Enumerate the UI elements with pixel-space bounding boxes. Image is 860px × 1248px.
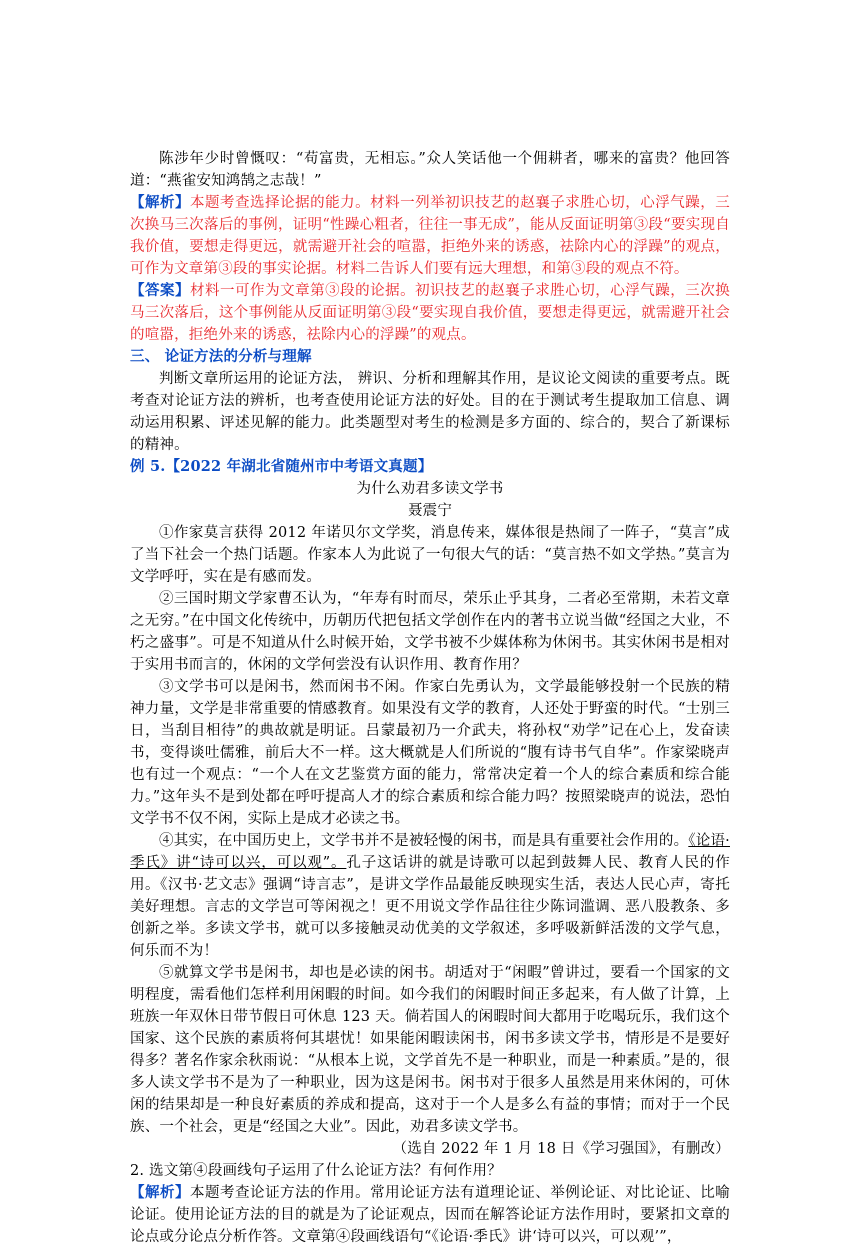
section-intro: 判断文章所运用的论证方法， 辨识、分析和理解其作用，是议论文阅读的重要考点。既考查对论证方法的辨析，也考查使用论证方法的好处。目的在于测试考生提取加工信息、调动运用积累、评述见解的能力。此类题型对考生的检测是多方面的、综合的，契合了新课标的精神。 <box>130 371 730 453</box>
article-paragraph-3: ③文学书可以是闲书，然而闲书不闲。作家白先勇认为，文学最能够投射一个民族的精神力量，文学是非常重要的情感教育。如果没有文学的教育，人还处于野蛮的时代。“士别三日，当刮目相待”的典故就是明证。吕蒙最初乃一介武夫，将孙权“劝学”记在心上，发奋读书，变得谈吐儒雅，前后大不一样。这大概就是人们所说的“腹有诗书气自华”。作家梁晓声也有过一个观点：“一个人在文艺鉴赏方面的能力，常常决定着一个人的综合素质和综合能力。”这年头不是到处都在呼吁提高人才的综合素质和综合能力吗？按照梁晓声的说法，恐怕文学书不仅不闲，实际上是成才必读之书。 <box>130 679 730 827</box>
article-paragraph-5: ⑤就算文学书是闲书，却也是必读的闲书。胡适对于“闲暇”曾讲过，要看一个国家的文明程度，需看他们怎样利用闲暇的时间。如今我们的闲暇时间正多起来，有人做了计算，上班族一年双休日带节假日可休息 123 天。倘若国人的闲暇时间大都用于吃喝玩乐，我们这个国家、这个民族的素质将何其堪忧！如果能闲暇读闲书，闲书多读文学书，情形是不是要好得多？著名作家余秋雨说：“从根本上说，文学首先不是一种职业，而是一种素质。”是的，很多人读文学书不是为了一种职业，因为这是闲书。闲书对于很多人虽然是用来休闲的，可休闲的结果却是一种良好素质的养成和提高，这对于一个人是多么有益的事情；而对于一个民族、一个社会，更是“经国之大业”。因此，劝君多读文学书。 <box>130 965 730 1135</box>
document-page <box>130 148 730 1248</box>
paragraph-4-lead: ④其实，在中国历史上，文学书并不是被轻慢的闲书，而是具有重要社会作用的。 <box>159 833 689 849</box>
underlined-sentence: 《论语·季氏》讲“诗可以兴，可以观”。 <box>130 833 730 871</box>
analysis-text-2: 本题考查论证方法的作用。常用论证方法有道理论证、举例论证、对比论证、比喻论证。使用论证方法的目的就是为了论证观点，因而在解答论证方法作用时，要紧扣文章的论点或分论点分析作答。文章第④段画线语句“《论语·季氏》讲‘诗可以兴，可以观’”， <box>130 1185 730 1245</box>
article-title: 为什么劝君多读文学书 <box>356 481 504 497</box>
source-note: （选自 2022 年 1 月 18 日《学习强国》，有删改） <box>392 1141 730 1157</box>
article-paragraph-4 <box>130 830 730 962</box>
analysis-block-2 <box>130 1182 730 1248</box>
answer-block-1 <box>130 280 730 346</box>
example-heading: 例 5.【2022 年湖北省随州市中考语文真题】 <box>130 458 433 475</box>
answer-tag: 【答案】 <box>130 282 191 299</box>
paragraph-4-rest: 孔子这话讲的就是诗歌可以起到鼓舞人民、教育人民的作用。《汉书·艺文志》强调“诗言志”，是讲文学作品最能反映现实生活，表达人民心声，寄托美好理想。言志的文学岂可等闲视之！更不用说文学作品往往少陈词滥调、恶八股教条、多创新之举。多读文学书，就可以多接触灵动优美的文学叙述，多呼吸新鲜活泼的文学气息，何乐而不为！ <box>130 855 730 959</box>
analysis-text: 本题考查选择论据的能力。材料一列举初识技艺的赵襄子求胜心切，心浮气躁，三次换马三次落后的事例，证明“性躁心粗者，往往一事无成”，能从反面证明第③段“要实现自我价值，要想走得更远，就需避开社会的喧嚣，拒绝外来的诱惑，祛除内心的浮躁”的观点，可作为文章第③段的事实论据。材料二告诉人们要有远大理想，和第③段的观点不符。 <box>130 195 730 277</box>
answer-text: 材料一可作为文章第③段的论据。初识技艺的赵襄子求胜心切，心浮气躁，三次换马三次落后，这个事例能从反面证明第③段“要实现自我价值，要想走得更远，就需避开社会的喧嚣，拒绝外来的诱惑，祛除内心的浮躁”的观点。 <box>130 283 730 343</box>
question-2: 2. 选文第④段画线句子运用了什么论证方法？有何作用？ <box>130 1163 502 1179</box>
analysis-tag-2: 【解析】 <box>130 1184 191 1201</box>
analysis-tag: 【解析】 <box>130 194 191 211</box>
paragraph-chenshe: 陈涉年少时曾慨叹：“苟富贵，无相忘。”众人笑话他一个佣耕者，哪来的富贵？他回答道：“燕雀安知鸿鹄之志哉！” <box>130 151 730 189</box>
article-paragraph-2: ②三国时期文学家曹丕认为，“年寿有时而尽，荣乐止乎其身，二者必至常期，未若文章之无穷。”在中国文化传统中，历朝历代把包括文学创作在内的著书立说当做“经国之大业，不朽之盛事”。可是不知道从什么时候开始，文学书被不少媒体称为休闲书。其实休闲书是相对于实用书而言的，休闲的文学何尝没有认识作用、教育作用？ <box>130 591 730 673</box>
section-heading: 三、 论证方法的分析与理解 <box>130 348 312 365</box>
analysis-block-1 <box>130 192 730 280</box>
article-author: 聂震宁 <box>407 503 453 519</box>
article-paragraph-1: ①作家莫言获得 2012 年诺贝尔文学奖，消息传来，媒体很是热闹了一阵子，“莫言”成了当下社会一个热门话题。作家本人为此说了一句很大气的话：“莫言热不如文学热。”莫言为文学呼吁，实在是有感而发。 <box>130 525 730 585</box>
